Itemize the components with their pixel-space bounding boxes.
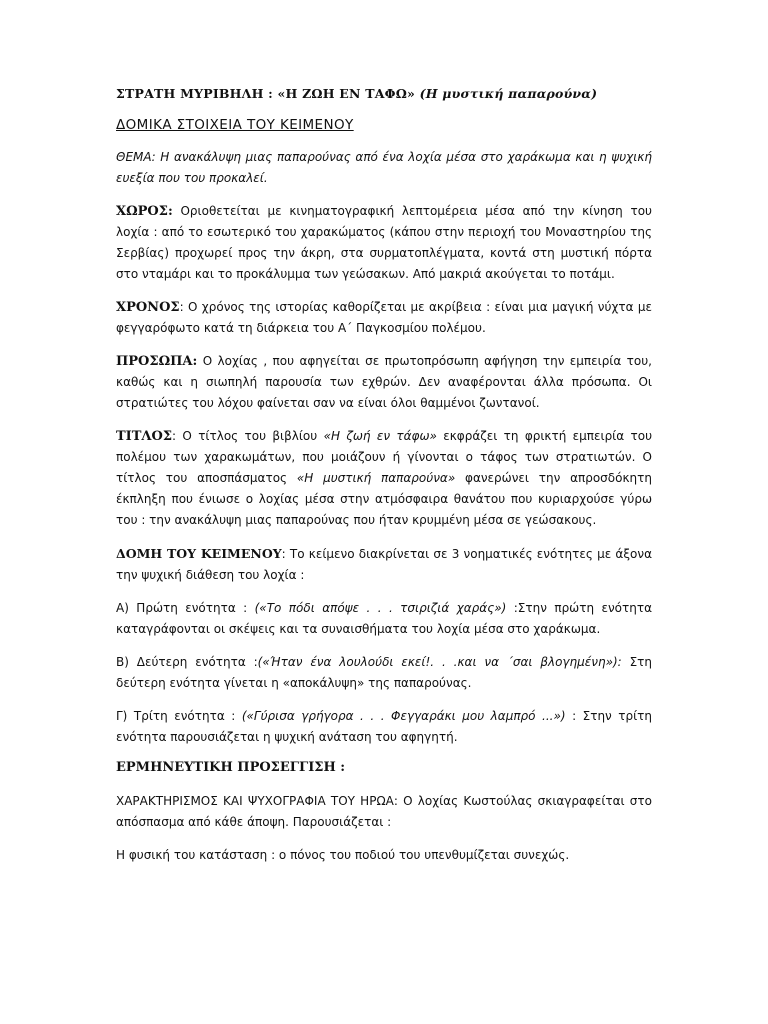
chronos-label: ΧΡΟΝΟΣ bbox=[116, 300, 180, 315]
section-heading: ΔΟΜΙΚΑ ΣΤΟΙΧΕΙΑ ΤΟΥ ΚΕΙΜΕΝΟΥ bbox=[116, 117, 354, 133]
section-a-quote: («Το πόδι απόψε . . . τσιριζιά χαράς») bbox=[254, 601, 507, 615]
section-c-quote: («Γύρισα γρήγορα . . . Φεγγαράκι μου λαμπρό ...») bbox=[241, 709, 566, 723]
character-label: ΧΑΡΑΚΤΗΡΙΣΜΟΣ ΚΑΙ ΨΥΧΟΓΡΑΦΙΑ ΤΟΥ ΗΡΩΑ bbox=[116, 794, 394, 808]
titlos-excerpt-title: «Η μυστική παπαρούνα» bbox=[296, 471, 456, 485]
domi-paragraph bbox=[116, 543, 652, 586]
section-c-prefix: Γ) Τρίτη ενότητα : bbox=[116, 709, 242, 723]
section-b-prefix: Β) Δεύτερη ενότητα : bbox=[116, 655, 258, 669]
titlos-label: ΤΙΤΛΟΣ bbox=[116, 429, 173, 444]
character-paragraph bbox=[116, 791, 652, 833]
section-b-paragraph bbox=[116, 652, 652, 694]
prosopa-paragraph bbox=[116, 351, 652, 414]
prosopa-label: ΠΡΟΣΩΠΑ: bbox=[116, 354, 198, 369]
titlos-paragraph bbox=[116, 426, 652, 531]
character-text: : Ο λοχίας Κωστούλας σκιαγραφείται στο απόσπασμα από κάθε άποψη. Παρουσιάζεται : bbox=[116, 794, 652, 829]
title-subtitle: (Η μυστική παπαρούνα) bbox=[419, 86, 598, 101]
chronos-text: : Ο χρόνος της ιστορίας καθορίζεται με ακρίβεια : είναι μια μαγική νύχτα με φεγγαρόφωτο κατά τη διάρκεια του Α΄ Παγκοσμίου πολέμου. bbox=[116, 300, 652, 335]
chronos-paragraph bbox=[116, 297, 652, 339]
section-b-text: Στη δεύτερη ενότητα γίνεται η «αποκάλυψη» της παπαρούνας. bbox=[116, 655, 652, 690]
title-main: ΣΤΡΑΤΗ ΜΥΡΙΒΗΛΗ : «Η ΖΩΗ ΕΝ ΤΑΦΩ» bbox=[116, 86, 420, 101]
domi-text: : Το κείμενο διακρίνεται σε 3 νοηματικές ενότητες με άξονα την ψυχική διάθεση του λοχία : bbox=[116, 547, 652, 582]
titlos-book-title: «Η ζωή εν τάφω» bbox=[323, 429, 437, 443]
document-title bbox=[116, 86, 652, 101]
section-a-prefix: Α) Πρώτη ενότητα : bbox=[116, 601, 255, 615]
titlos-text-e: φανερώνει την απροσδόκητη έκπληξη που ένιωσε ο λοχίας μέσα στην ατμόσφαιρα θανάτου που κυριαρχούσε γύρω του : την ανακάλυψη μιας παπαρούνας που ήταν κρυμμένη μέσα σε γεώσακους. bbox=[116, 471, 652, 527]
section-a-paragraph bbox=[116, 598, 652, 640]
interpretation-heading: ΕΡΜΗΝΕΥΤΙΚΗ ΠΡΟΣΕΓΓΙΣΗ : bbox=[116, 760, 346, 775]
titlos-text-a: : Ο τίτλος του βιβλίου bbox=[172, 429, 324, 443]
titlos-text-c: εκφράζει τη φρικτή εμπειρία του πολέμου των χαρακωμάτων, που μοιάζουν ή γίνονται ο τάφος των στρατιωτών. Ο τίτλος του αποσπάσματος bbox=[116, 429, 653, 485]
choros-label: ΧΩΡΟΣ: bbox=[116, 204, 173, 219]
section-a-text: :Στην πρώτη ενότητα καταγράφονται οι σκέψεις και τα συναισθήματα του λοχία μέσα στο χαράκωμα. bbox=[116, 601, 652, 636]
section-c-text: : Στην τρίτη ενότητα παρουσιάζεται η ψυχική ανάταση του αφηγητή. bbox=[116, 709, 652, 744]
choros-paragraph bbox=[116, 201, 652, 285]
physical-state-paragraph: Η φυσική του κατάσταση : ο πόνος του ποδιού του υπενθυμίζεται συνεχώς. bbox=[116, 848, 570, 862]
prosopa-text: Ο λοχίας , που αφηγείται σε πρωτοπρόσωπη αφήγηση την εμπειρία του, καθώς και η σιωπηλή παρουσία των εχθρών. Δεν αναφέρονται άλλα πρόσωπα. Οι στρατιώτες του λόχου φαίνεται σαν να είναι όλοι θαμμένοι ζωντανοί. bbox=[116, 354, 652, 410]
section-b-quote: («Ήταν ένα λουλούδι εκεί!. . .και να ΄σαι βλογημένη»): bbox=[257, 655, 622, 669]
domi-label: ΔΟΜΗ ΤΟΥ ΚΕΙΜΕΝΟΥ bbox=[116, 546, 282, 561]
choros-text: Οριοθετείται με κινηματογραφική λεπτομέρεια μέσα από την κίνηση του λοχία : από το εσωτερικό του χαρακώματος (κάπου στην περιοχή του Μοναστηρίου της Σερβίας) προχωρεί προς την άκρη, στα συρματοπλέγματα, κοντά στη μυστική πόρτα στο νταμάρι και το προκάλυμμα των γεώσακων. Από μακριά ακούγεται το ποτάμι. bbox=[116, 204, 652, 281]
thema-paragraph: ΘΕΜΑ: Η ανακάλυψη μιας παπαρούνας από ένα λοχία μέσα στο χαράκωμα και η ψυχική ευεξία που του προκαλεί. bbox=[116, 150, 652, 185]
section-c-paragraph bbox=[116, 706, 652, 748]
